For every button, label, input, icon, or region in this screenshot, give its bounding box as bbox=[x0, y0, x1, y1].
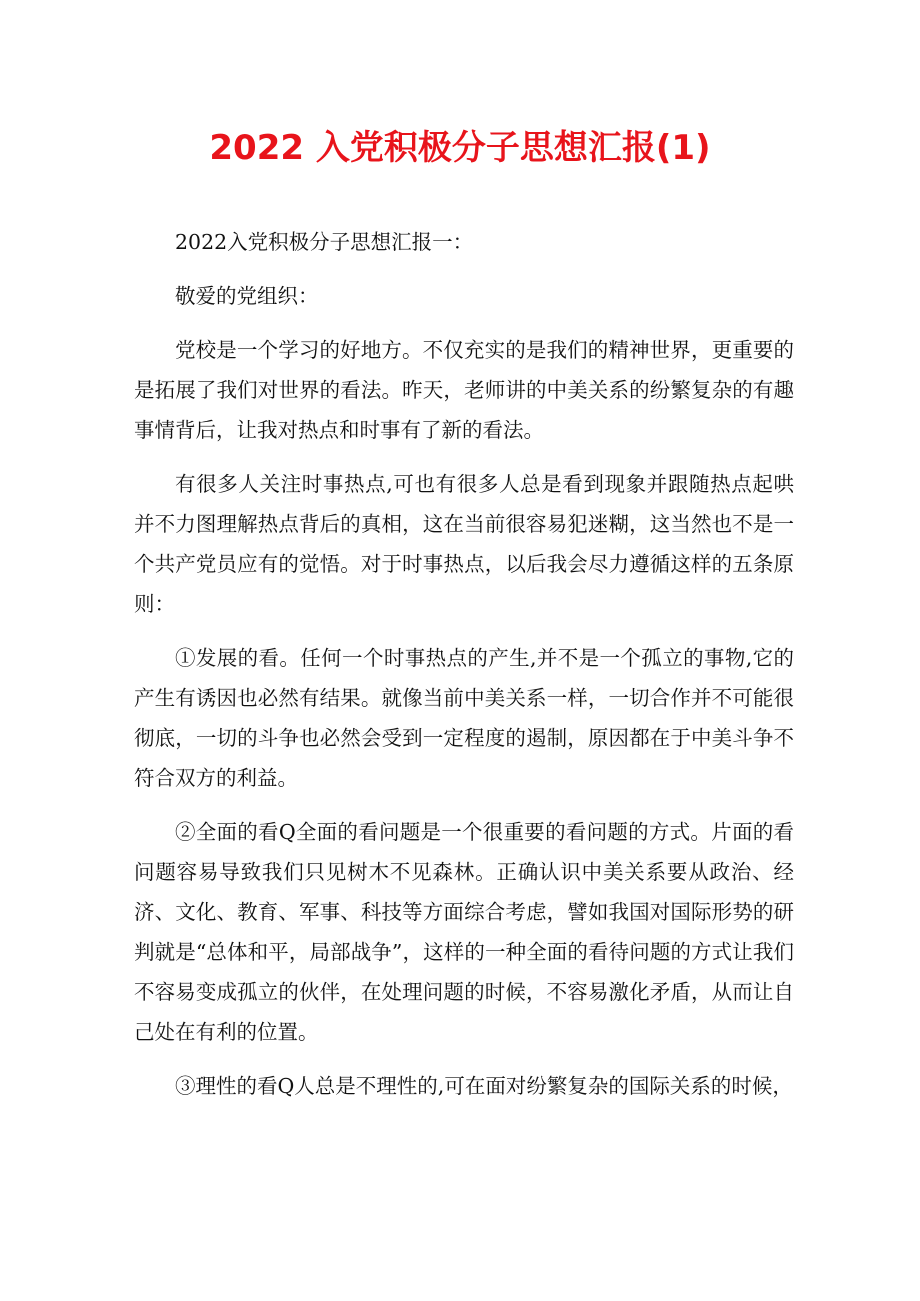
paragraph-intro: 党校是一个学习的好地方。不仅充实的是我们的精神世界，更重要的是拓展了我们对世界的看法。昨天，老师讲的中美关系的纷繁复杂的有趣事情背后，让我对热点和时事有了新的看法。 bbox=[134, 338, 794, 442]
paragraph-point-2: ②全面的看Q全面的看问题是一个很重要的看问题的方式。片面的看问题容易导致我们只见树木不见森林。正确认识中美关系要从政治、经济、文化、教育、军事、科技等方面综合考虑，譬如我国对国际形势的研判就是“总体和平，局部战争”，这样的一种全面的看待问题的方式让我们不容易变成孤立的伙伴，在处理问题的时候，不容易激化矛盾，从而让自己处在有利的位置。 bbox=[134, 820, 794, 1044]
document-title: 2022 入党积极分子思想汇报(1) bbox=[209, 128, 711, 168]
paragraph-point-1: ①发展的看。任何一个时事热点的产生,并不是一个孤立的事物,它的产生有诱因也必然有结果。就像当前中美关系一样，一切合作并不可能很彻底，一切的斗争也必然会受到一定程度的遏制，原因都在于中美斗争不符合双方的利益。 bbox=[134, 646, 794, 790]
paragraph-principles: 有很多人关注时事热点,可也有很多人总是看到现象并跟随热点起哄并不力图理解热点背后的真相，这在当前很容易犯迷糊，这当然也不是一个共产党员应有的觉悟。对于时事热点，以后我会尽力遵循这样的五条原则： bbox=[134, 472, 794, 616]
paragraph-point-3: ③理性的看Q人总是不理性的,可在面对纷繁复杂的国际关系的时候， bbox=[175, 1074, 793, 1098]
paragraph-heading: 2022入党积极分子思想汇报一： bbox=[175, 230, 474, 254]
paragraph-salutation: 敬爱的党组织： bbox=[175, 284, 319, 308]
document-body bbox=[134, 222, 794, 1120]
